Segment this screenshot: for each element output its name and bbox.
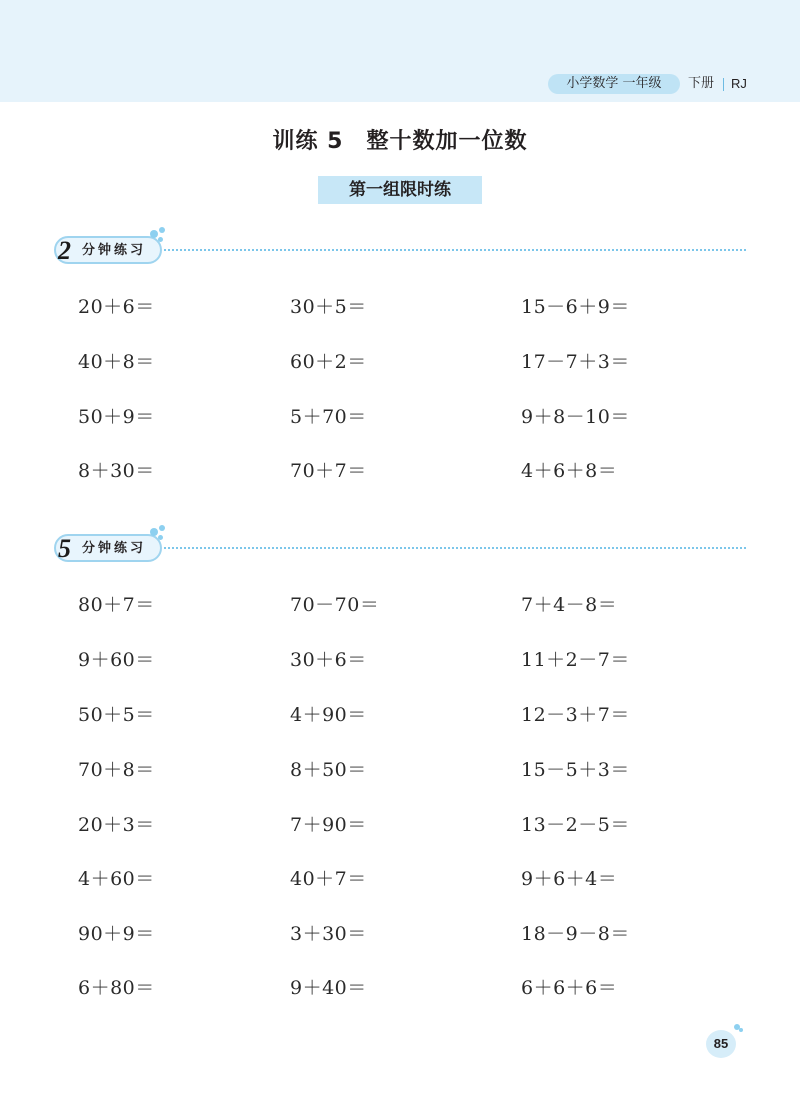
volume-label: 下册 (688, 76, 715, 91)
problem: 13－2－5＝ (521, 814, 630, 836)
problem: 9＋60＝ (78, 649, 155, 671)
problem: 20＋3＝ (78, 814, 155, 836)
problem: 4＋90＝ (290, 704, 367, 726)
problem: 8＋30＝ (78, 460, 155, 482)
problem: 17－7＋3＝ (521, 351, 630, 373)
problem: 40＋7＝ (290, 868, 367, 890)
badge-label: 分钟练习 (82, 243, 147, 258)
problem: 9＋6＋4＝ (521, 868, 618, 890)
problem: 9＋8－10＝ (521, 406, 630, 428)
problem: 20＋6＝ (78, 296, 155, 318)
dotted-divider (164, 547, 746, 549)
badge-label: 分钟练习 (82, 541, 147, 556)
problem: 7＋90＝ (290, 814, 367, 836)
water-drop-icon (159, 227, 165, 233)
dotted-divider (164, 249, 746, 251)
problem: 80＋7＝ (78, 594, 155, 616)
water-drop-icon (150, 230, 158, 238)
timer-badge (54, 534, 162, 562)
section-header-5min (54, 528, 754, 568)
problem: 50＋9＝ (78, 406, 155, 428)
header-divider (723, 78, 724, 91)
problem: 15－5＋3＝ (521, 759, 630, 781)
problem: 6＋80＝ (78, 977, 155, 999)
problem: 3＋30＝ (290, 923, 367, 945)
problem: 70＋7＝ (290, 460, 367, 482)
water-drop-icon (150, 528, 158, 536)
problem: 4＋60＝ (78, 868, 155, 890)
problem: 30＋5＝ (290, 296, 367, 318)
badge-number: 2 (58, 236, 71, 265)
problem: 11＋2－7＝ (521, 649, 630, 671)
problem: 15－6＋9＝ (521, 296, 630, 318)
water-drop-icon (159, 525, 165, 531)
problem: 70＋8＝ (78, 759, 155, 781)
page-title: 训练 5 整十数加一位数 (272, 129, 528, 154)
badge-number: 5 (58, 534, 71, 563)
section-header-2min (54, 230, 754, 270)
timer-badge (54, 236, 162, 264)
water-drop-icon (158, 237, 163, 242)
problem: 7＋4－8＝ (521, 594, 618, 616)
group-label: 第一组限时练 (318, 176, 482, 204)
page-number: 85 (713, 1036, 729, 1051)
problem: 5＋70＝ (290, 406, 367, 428)
problem: 70－70＝ (290, 594, 380, 616)
problem: 30＋6＝ (290, 649, 367, 671)
problem: 8＋50＝ (290, 759, 367, 781)
problem: 18－9－8＝ (521, 923, 630, 945)
problem: 9＋40＝ (290, 977, 367, 999)
problem: 90＋9＝ (78, 923, 155, 945)
water-drop-icon (739, 1028, 743, 1032)
problem: 4＋6＋8＝ (521, 460, 618, 482)
problem: 60＋2＝ (290, 351, 367, 373)
problem: 12－3＋7＝ (521, 704, 630, 726)
series-label: 小学数学 一年级 (548, 74, 680, 94)
problem: 50＋5＝ (78, 704, 155, 726)
water-drop-icon (158, 535, 163, 540)
problem: 40＋8＝ (78, 351, 155, 373)
edition-label: RJ (731, 76, 747, 91)
header-band (0, 0, 800, 102)
problem: 6＋6＋6＝ (521, 977, 618, 999)
page-number-badge (706, 1030, 738, 1058)
